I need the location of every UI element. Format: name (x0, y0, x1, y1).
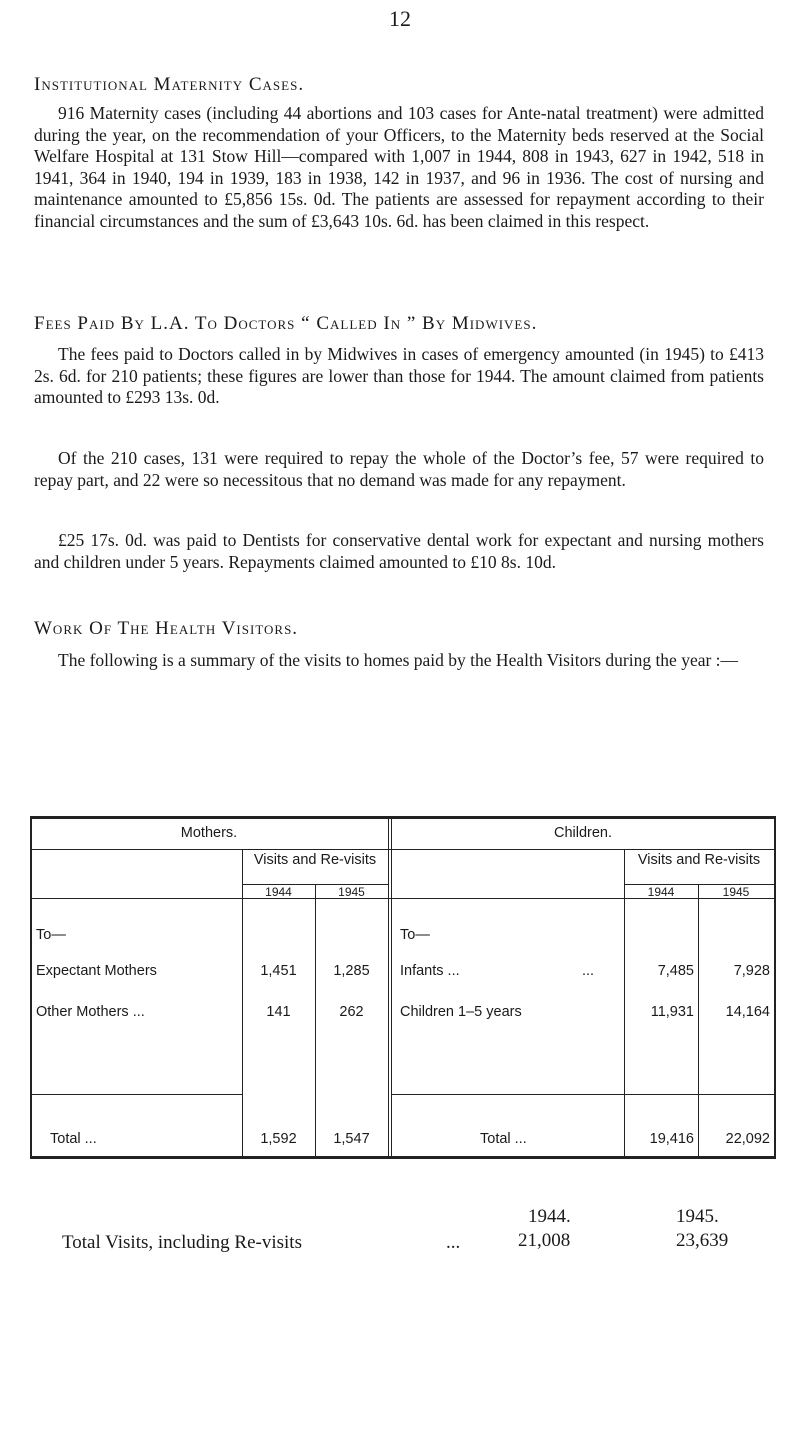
table-right-border (774, 816, 776, 1159)
summary-year-1945: 1945. (676, 1206, 719, 1227)
fees-text-1: The fees paid to Doctors called in by Midwives in cases of emergency amounted (in 1945) to £413 2s. 6d. for 210 patients; these figures are lower than those for 1944. The amount claimed from patients amounted to £293 13s. 0d. (34, 344, 764, 407)
children-total-label: Total ... (480, 1131, 527, 1147)
mothers-header: Mothers. (180, 825, 238, 841)
mothers-total-1945: 1,547 (333, 1131, 370, 1147)
mothers-total-rule-a (30, 1094, 242, 1095)
table-center-divider-2 (391, 816, 392, 1159)
mothers-row-1944: 1,451 (260, 963, 297, 979)
table-center-divider (388, 816, 389, 1159)
health-visitors-paragraph (34, 650, 764, 672)
mothers-row-1945: 1,285 (333, 963, 370, 979)
health-visitors-heading: Work Of The Health Visitors. (34, 618, 299, 639)
table-left-border (30, 816, 32, 1159)
mothers-year-1945: 1945 (338, 885, 365, 899)
fees-text-2: Of the 210 cases, 131 were required to repay the whole of the Doctor’s fee, 57 were required to repay part, and 22 were so necessitous that no demand was made for any repayment. (34, 448, 764, 490)
children-col-sep-2 (698, 884, 699, 1159)
mothers-total-1944: 1,592 (260, 1131, 297, 1147)
visits-table (30, 816, 776, 1160)
page-number: 12 (389, 6, 411, 31)
summary-dots: ... (446, 1232, 461, 1253)
institutional-text: 916 Maternity cases (including 44 abortions and 103 cases for Ante-natal treatment) were admitted during the year, on the recommendation of your Officers, to the Maternity beds reserved at the Social Welfare Hospital at 131 Stow Hill—compared with 1,007 in 1944, 808 in 1943, 627 in 1942, 518 in 1941, 364 in 1940, 194 in 1939, 183 in 1938, 142 in 1937, and 96 in 1936. The cost of nursing and maintenance amounted to £5,856 15s. 0d. The patients are assessed for repayment according to their financial circumstances and the sum of £3,643 10s. 6d. has been claimed in this respect. (34, 103, 764, 231)
children-row-1945: 14,164 (725, 1004, 770, 1020)
fees-paragraph-3 (34, 530, 764, 573)
mothers-col-sep-2 (315, 884, 316, 1159)
children-total-rule (392, 1094, 774, 1095)
summary-year-1944: 1944. (528, 1206, 571, 1227)
mothers-visits-header: Visits and Re-visits (253, 852, 377, 868)
fees-text-3: £25 17s. 0d. was paid to Dentists for conservative dental work for expectant and nursing mothers and children under 5 years. Repayments claimed amounted to £10 8s. 10d. (34, 530, 764, 572)
children-row-label: Infants ... (400, 963, 460, 979)
table-bottom-border (30, 1156, 776, 1159)
summary-total-1945: 23,639 (676, 1230, 729, 1251)
children-year-1945: 1945 (722, 885, 750, 899)
table-top-border (30, 816, 776, 819)
mothers-row-1944: 141 (266, 1004, 291, 1020)
mothers-year-1944: 1944 (265, 885, 292, 899)
health-visitors-text: The following is a summary of the visits to homes paid by the Health Visitors during the year :— (58, 650, 739, 670)
children-row-dots: ... (582, 963, 595, 979)
mothers-row-label: Expectant Mothers (36, 963, 157, 979)
header-rule (30, 849, 776, 850)
institutional-paragraph (34, 103, 764, 232)
fees-heading: Fees Paid By L.A. To Doctors “ Called In ” By Midwives. (34, 313, 538, 334)
children-row-1945: 7,928 (733, 963, 770, 979)
mothers-row-1945: 262 (339, 1004, 364, 1020)
children-row-1944: 11,931 (650, 1004, 694, 1020)
mothers-total-label: Total ... (50, 1131, 97, 1147)
fees-paragraph-1 (34, 344, 764, 409)
children-row-label: Children 1–5 years (400, 1004, 522, 1020)
children-year-1944: 1944 (647, 885, 675, 899)
institutional-heading: Institutional Maternity Cases. (34, 74, 305, 95)
children-to-label: To— (400, 927, 430, 943)
children-total-1945: 22,092 (725, 1131, 770, 1147)
summary-label: Total Visits, including Re-visits (62, 1232, 302, 1253)
children-row-1944: 7,485 (657, 963, 694, 979)
children-header: Children. (553, 825, 613, 841)
children-visits-header: Visits and Re-visits (637, 852, 761, 868)
summary-total-1944: 21,008 (518, 1230, 571, 1251)
fees-paragraph-2 (34, 448, 764, 491)
mothers-to-label: To— (36, 927, 66, 943)
mothers-row-label: Other Mothers ... (36, 1004, 145, 1020)
children-total-1944: 19,416 (649, 1131, 694, 1147)
